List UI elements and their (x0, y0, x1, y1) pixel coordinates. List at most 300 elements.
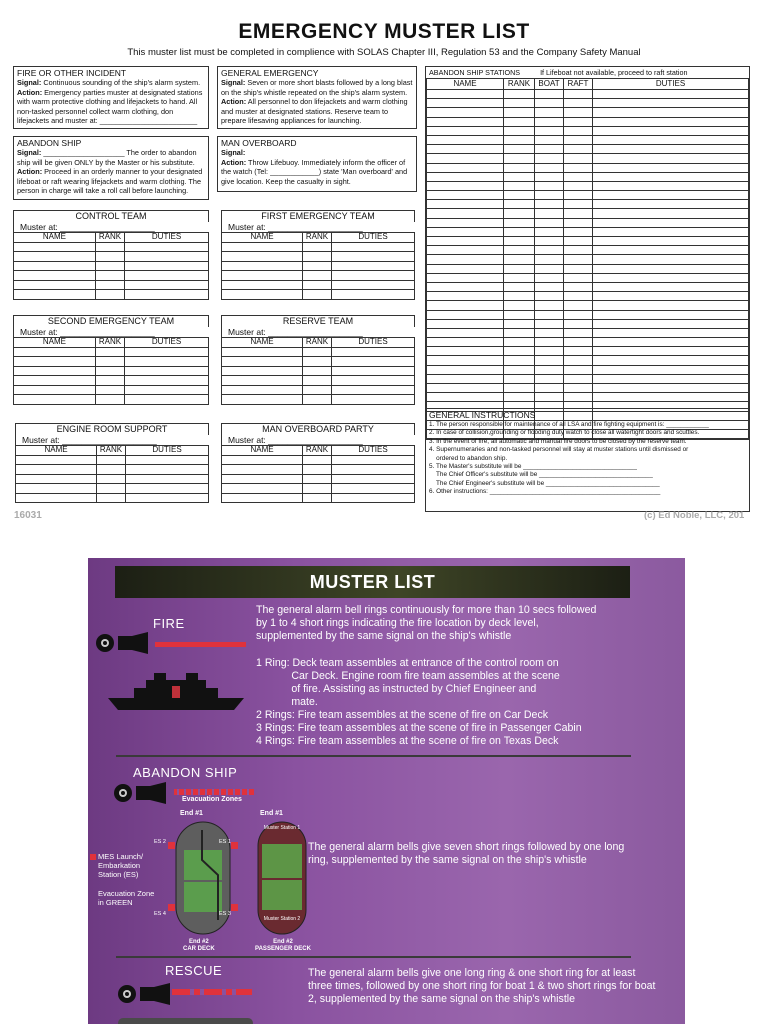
duties-cell[interactable] (593, 384, 749, 393)
boat-cell[interactable] (535, 200, 564, 209)
rank-cell[interactable] (97, 474, 126, 484)
rank-cell[interactable] (504, 237, 535, 246)
duties-cell[interactable] (125, 357, 209, 367)
col-name: NAME (16, 446, 97, 456)
boat-cell[interactable] (535, 328, 564, 337)
general-emergency-heading: GENERAL EMERGENCY (221, 68, 319, 78)
raft-cell[interactable] (564, 384, 593, 393)
duties-cell[interactable] (125, 484, 208, 494)
name-cell[interactable] (427, 99, 504, 108)
name-cell[interactable] (14, 271, 96, 281)
name-cell[interactable] (16, 455, 97, 465)
duties-cell[interactable] (331, 455, 414, 465)
name-cell[interactable] (14, 252, 96, 262)
name-cell[interactable] (222, 242, 303, 252)
name-cell[interactable] (222, 347, 303, 357)
name-cell[interactable] (427, 237, 504, 246)
duties-cell[interactable] (593, 181, 749, 190)
raft-cell[interactable] (564, 209, 593, 218)
duties-cell[interactable] (125, 474, 208, 484)
name-cell[interactable] (222, 455, 303, 465)
raft-cell[interactable] (564, 181, 593, 190)
boat-cell[interactable] (535, 154, 564, 163)
duties-cell[interactable] (593, 117, 749, 126)
duties-cell[interactable] (593, 374, 749, 383)
name-cell[interactable] (427, 163, 504, 172)
rank-cell[interactable] (504, 365, 535, 374)
rank-cell[interactable] (97, 493, 126, 503)
duties-cell[interactable] (593, 90, 749, 99)
muster-at-label: Muster at: ____________________ (221, 327, 415, 337)
name-cell[interactable] (427, 218, 504, 227)
name-cell[interactable] (14, 347, 96, 357)
action-label: Action: (17, 167, 43, 177)
rank-cell[interactable] (504, 347, 535, 356)
col-duties: DUTIES (331, 446, 414, 456)
duties-cell[interactable] (593, 393, 749, 402)
duties-cell[interactable] (593, 191, 749, 200)
table-row (14, 385, 209, 395)
duties-cell[interactable] (331, 484, 414, 494)
raft-cell[interactable] (564, 264, 593, 273)
raft-cell[interactable] (564, 292, 593, 301)
name-cell[interactable] (14, 357, 96, 367)
rank-cell[interactable] (504, 117, 535, 126)
name-cell[interactable] (427, 282, 504, 291)
raft-cell[interactable] (564, 246, 593, 255)
rank-cell[interactable] (95, 252, 124, 262)
rank-cell[interactable] (303, 347, 332, 357)
duties-cell[interactable] (593, 255, 749, 264)
duties-cell[interactable] (593, 163, 749, 172)
rank-cell[interactable] (97, 465, 126, 475)
boat-cell[interactable] (535, 374, 564, 383)
rank-cell[interactable] (303, 280, 332, 290)
duties-cell[interactable] (125, 376, 209, 386)
duties-cell[interactable] (331, 474, 414, 484)
rank-cell[interactable] (303, 290, 332, 300)
duties-cell[interactable] (593, 365, 749, 374)
rank-cell[interactable] (95, 280, 124, 290)
name-cell[interactable] (222, 357, 303, 367)
name-cell[interactable] (427, 347, 504, 356)
rank-cell[interactable] (504, 273, 535, 282)
mes-legend-text: MES Launch/ Embarkation Station (ES) (98, 852, 144, 879)
rank-cell[interactable] (504, 200, 535, 209)
rank-cell[interactable] (303, 484, 332, 494)
duties-cell[interactable] (125, 290, 209, 300)
name-cell[interactable] (427, 117, 504, 126)
passenger-deck-label: PASSENGER DECK (255, 946, 311, 952)
name-cell[interactable] (16, 465, 97, 475)
rank-cell[interactable] (504, 328, 535, 337)
name-cell[interactable] (222, 465, 303, 475)
name-cell[interactable] (427, 200, 504, 209)
rank-cell[interactable] (303, 385, 332, 395)
boat-cell[interactable] (535, 273, 564, 282)
rank-cell[interactable] (95, 376, 124, 386)
duties-cell[interactable] (593, 154, 749, 163)
rank-cell[interactable] (504, 163, 535, 172)
boat-cell[interactable] (535, 117, 564, 126)
name-cell[interactable] (427, 319, 504, 328)
name-cell[interactable] (222, 376, 303, 386)
duties-cell[interactable] (593, 338, 749, 347)
raft-cell[interactable] (564, 126, 593, 135)
duties-cell[interactable] (125, 493, 208, 503)
name-cell[interactable] (14, 242, 96, 252)
rank-cell[interactable] (504, 384, 535, 393)
name-cell[interactable] (427, 338, 504, 347)
duties-cell[interactable] (593, 145, 749, 154)
raft-cell[interactable] (564, 319, 593, 328)
raft-cell[interactable] (564, 338, 593, 347)
rank-cell[interactable] (504, 338, 535, 347)
duties-cell[interactable] (593, 209, 749, 218)
name-cell[interactable] (16, 474, 97, 484)
rank-cell[interactable] (504, 172, 535, 181)
raft-cell[interactable] (564, 154, 593, 163)
table-row (427, 393, 749, 402)
rank-cell[interactable] (303, 474, 332, 484)
raft-cell[interactable] (564, 393, 593, 402)
duties-cell[interactable] (331, 261, 414, 271)
name-cell[interactable] (14, 280, 96, 290)
rank-cell[interactable] (303, 455, 332, 465)
rank-cell[interactable] (95, 271, 124, 281)
rank-cell[interactable] (95, 347, 124, 357)
raft-cell[interactable] (564, 135, 593, 144)
raft-cell[interactable] (564, 99, 593, 108)
rank-cell[interactable] (504, 227, 535, 236)
name-cell[interactable] (222, 484, 303, 494)
name-cell[interactable] (16, 493, 97, 503)
name-cell[interactable] (222, 290, 303, 300)
duties-cell[interactable] (125, 252, 209, 262)
name-cell[interactable] (222, 252, 303, 262)
duties-cell[interactable] (125, 366, 209, 376)
duties-cell[interactable] (331, 395, 414, 405)
boat-cell[interactable] (535, 145, 564, 154)
col-rank: RANK (303, 233, 332, 243)
rank-cell[interactable] (504, 301, 535, 310)
raft-cell[interactable] (564, 282, 593, 291)
duties-cell[interactable] (331, 347, 414, 357)
name-cell[interactable] (427, 310, 504, 319)
raft-cell[interactable] (564, 218, 593, 227)
duties-cell[interactable] (331, 242, 414, 252)
duties-cell[interactable] (593, 310, 749, 319)
name-cell[interactable] (427, 328, 504, 337)
rank-cell[interactable] (504, 374, 535, 383)
duties-cell[interactable] (331, 385, 414, 395)
duties-cell[interactable] (125, 455, 208, 465)
rank-cell[interactable] (303, 261, 332, 271)
rank-cell[interactable] (504, 393, 535, 402)
rank-cell[interactable] (504, 292, 535, 301)
duties-cell[interactable] (593, 273, 749, 282)
rank-cell[interactable] (504, 191, 535, 200)
name-cell[interactable] (427, 374, 504, 383)
name-cell[interactable] (427, 365, 504, 374)
col-duties: DUTIES (331, 233, 414, 243)
raft-cell[interactable] (564, 172, 593, 181)
rank-cell[interactable] (504, 99, 535, 108)
boat-cell[interactable] (535, 393, 564, 402)
rank-cell[interactable] (303, 252, 332, 262)
rank-cell[interactable] (97, 484, 126, 494)
name-cell[interactable] (222, 261, 303, 271)
boat-cell[interactable] (535, 246, 564, 255)
ring-item: 4 Rings: Fire team assembles at the scene of fire on Texas Deck (256, 735, 559, 747)
duties-cell[interactable] (593, 99, 749, 108)
boat-cell[interactable] (535, 319, 564, 328)
rank-cell[interactable] (303, 493, 332, 503)
table-row (427, 237, 749, 246)
rank-cell[interactable] (303, 366, 332, 376)
duties-cell[interactable] (331, 376, 414, 386)
rank-cell[interactable] (95, 366, 124, 376)
rank-cell[interactable] (504, 135, 535, 144)
boat-cell[interactable] (535, 181, 564, 190)
raft-cell[interactable] (564, 328, 593, 337)
end2-car-label: End #2 (188, 939, 209, 945)
name-cell[interactable] (427, 90, 504, 99)
boat-cell[interactable] (535, 310, 564, 319)
rank-cell[interactable] (95, 395, 124, 405)
rank-cell[interactable] (95, 242, 124, 252)
table-row (427, 108, 749, 117)
duties-cell[interactable] (125, 242, 209, 252)
muster-at-label: Muster at: ____________________ (221, 435, 415, 445)
raft-cell[interactable] (564, 255, 593, 264)
name-cell[interactable] (427, 356, 504, 365)
name-cell[interactable] (427, 292, 504, 301)
rank-cell[interactable] (504, 154, 535, 163)
name-cell[interactable] (427, 384, 504, 393)
name-cell[interactable] (222, 271, 303, 281)
raft-cell[interactable] (564, 356, 593, 365)
duties-cell[interactable] (593, 301, 749, 310)
table-row (427, 255, 749, 264)
boat-cell[interactable] (535, 264, 564, 273)
name-cell[interactable] (427, 191, 504, 200)
duties-cell[interactable] (593, 135, 749, 144)
rank-cell[interactable] (95, 357, 124, 367)
raft-cell[interactable] (564, 90, 593, 99)
bell-horn-icon (116, 983, 176, 1005)
passenger-deck-end2 (248, 939, 318, 953)
name-cell[interactable] (427, 172, 504, 181)
raft-cell[interactable] (564, 145, 593, 154)
end2-passenger-label: End #2 (273, 939, 293, 945)
name-cell[interactable] (14, 261, 96, 271)
name-cell[interactable] (427, 246, 504, 255)
rank-cell[interactable] (504, 255, 535, 264)
boat-cell[interactable] (535, 99, 564, 108)
rank-cell[interactable] (95, 261, 124, 271)
name-cell[interactable] (427, 145, 504, 154)
table-row (427, 191, 749, 200)
rank-cell[interactable] (504, 282, 535, 291)
duties-cell[interactable] (593, 356, 749, 365)
name-cell[interactable] (222, 493, 303, 503)
bell-horn-icon (94, 632, 154, 654)
name-cell[interactable] (427, 273, 504, 282)
duties-cell[interactable] (593, 328, 749, 337)
raft-cell[interactable] (564, 163, 593, 172)
boat-cell[interactable] (535, 90, 564, 99)
name-cell[interactable] (222, 474, 303, 484)
duties-cell[interactable] (331, 280, 414, 290)
duties-cell[interactable] (331, 252, 414, 262)
duties-cell[interactable] (331, 290, 414, 300)
rank-cell[interactable] (504, 108, 535, 117)
raft-cell[interactable] (564, 301, 593, 310)
duties-cell[interactable] (331, 271, 414, 281)
duties-cell[interactable] (593, 282, 749, 291)
rank-cell[interactable] (95, 385, 124, 395)
duties-cell[interactable] (593, 227, 749, 236)
duties-cell[interactable] (125, 271, 209, 281)
name-cell[interactable] (14, 395, 96, 405)
duties-cell[interactable] (593, 200, 749, 209)
duties-cell[interactable] (331, 493, 414, 503)
rank-cell[interactable] (504, 319, 535, 328)
raft-cell[interactable] (564, 347, 593, 356)
rank-cell[interactable] (504, 126, 535, 135)
name-cell[interactable] (14, 290, 96, 300)
boat-cell[interactable] (535, 255, 564, 264)
signal-label: Signal: (221, 78, 246, 87)
duties-cell[interactable] (593, 264, 749, 273)
duties-cell[interactable] (125, 261, 209, 271)
name-cell[interactable] (427, 255, 504, 264)
duties-cell[interactable] (125, 465, 208, 475)
rank-cell[interactable] (504, 264, 535, 273)
boat-cell[interactable] (535, 338, 564, 347)
raft-cell[interactable] (564, 191, 593, 200)
boat-cell[interactable] (535, 209, 564, 218)
raft-cell[interactable] (564, 227, 593, 236)
signal-text: ____________________ The order to abandon ship will be given ONLY by the Master or his substitute. (17, 148, 197, 167)
name-cell[interactable] (427, 301, 504, 310)
name-cell[interactable] (222, 395, 303, 405)
raft-cell[interactable] (564, 117, 593, 126)
name-cell[interactable] (427, 154, 504, 163)
boat-cell[interactable] (535, 191, 564, 200)
name-cell[interactable] (427, 393, 504, 402)
raft-cell[interactable] (564, 365, 593, 374)
name-cell[interactable] (14, 385, 96, 395)
boat-cell[interactable] (535, 135, 564, 144)
boat-cell[interactable] (535, 218, 564, 227)
boat-cell[interactable] (535, 227, 564, 236)
boat-cell[interactable] (535, 365, 564, 374)
boat-cell[interactable] (535, 301, 564, 310)
duties-cell[interactable] (593, 347, 749, 356)
rank-cell[interactable] (303, 376, 332, 386)
name-cell[interactable] (427, 135, 504, 144)
raft-cell[interactable] (564, 310, 593, 319)
boat-cell[interactable] (535, 163, 564, 172)
boat-cell[interactable] (535, 292, 564, 301)
table-row (427, 200, 749, 209)
boat-cell[interactable] (535, 172, 564, 181)
rank-cell[interactable] (303, 242, 332, 252)
raft-cell[interactable] (564, 237, 593, 246)
boat-cell[interactable] (535, 237, 564, 246)
name-cell[interactable] (222, 366, 303, 376)
rank-cell[interactable] (504, 209, 535, 218)
rank-cell[interactable] (504, 310, 535, 319)
duties-cell[interactable] (593, 246, 749, 255)
duties-cell[interactable] (593, 172, 749, 181)
raft-cell[interactable] (564, 273, 593, 282)
rank-cell[interactable] (303, 271, 332, 281)
duties-cell[interactable] (593, 218, 749, 227)
rank-cell[interactable] (95, 290, 124, 300)
name-cell[interactable] (427, 227, 504, 236)
duties-cell[interactable] (593, 108, 749, 117)
duties-cell[interactable] (125, 385, 209, 395)
rank-cell[interactable] (504, 356, 535, 365)
duties-cell[interactable] (331, 357, 414, 367)
boat-cell[interactable] (535, 126, 564, 135)
duties-cell[interactable] (593, 237, 749, 246)
rank-cell[interactable] (504, 246, 535, 255)
table-row (14, 252, 209, 262)
rank-cell[interactable] (303, 357, 332, 367)
raft-cell[interactable] (564, 374, 593, 383)
duties-cell[interactable] (331, 366, 414, 376)
boat-cell[interactable] (535, 356, 564, 365)
table-row (14, 280, 209, 290)
name-cell[interactable] (427, 108, 504, 117)
rank-cell[interactable] (303, 395, 332, 405)
name-cell[interactable] (427, 209, 504, 218)
raft-cell[interactable] (564, 108, 593, 117)
duties-cell[interactable] (125, 280, 209, 290)
name-cell[interactable] (14, 366, 96, 376)
name-cell[interactable] (222, 385, 303, 395)
boat-cell[interactable] (535, 282, 564, 291)
rank-cell[interactable] (97, 455, 126, 465)
duties-cell[interactable] (125, 347, 209, 357)
duties-cell[interactable] (331, 465, 414, 475)
rank-cell[interactable] (504, 145, 535, 154)
rank-cell[interactable] (504, 90, 535, 99)
name-cell[interactable] (222, 280, 303, 290)
duties-cell[interactable] (593, 319, 749, 328)
boat-cell[interactable] (535, 347, 564, 356)
duties-cell[interactable] (593, 292, 749, 301)
name-cell[interactable] (427, 126, 504, 135)
duties-cell[interactable] (593, 126, 749, 135)
instruction-item: 2. In case of collision,grounding or flooding duty watch to close all watertight doors and scuttles. (429, 429, 700, 437)
boat-cell[interactable] (535, 108, 564, 117)
name-cell[interactable] (427, 181, 504, 190)
name-cell[interactable] (16, 484, 97, 494)
raft-cell[interactable] (564, 200, 593, 209)
boat-cell[interactable] (535, 384, 564, 393)
duties-cell[interactable] (125, 395, 209, 405)
rank-cell[interactable] (303, 465, 332, 475)
name-cell[interactable] (427, 264, 504, 273)
name-cell[interactable] (14, 376, 96, 386)
rank-cell[interactable] (504, 218, 535, 227)
rank-cell[interactable] (504, 181, 535, 190)
